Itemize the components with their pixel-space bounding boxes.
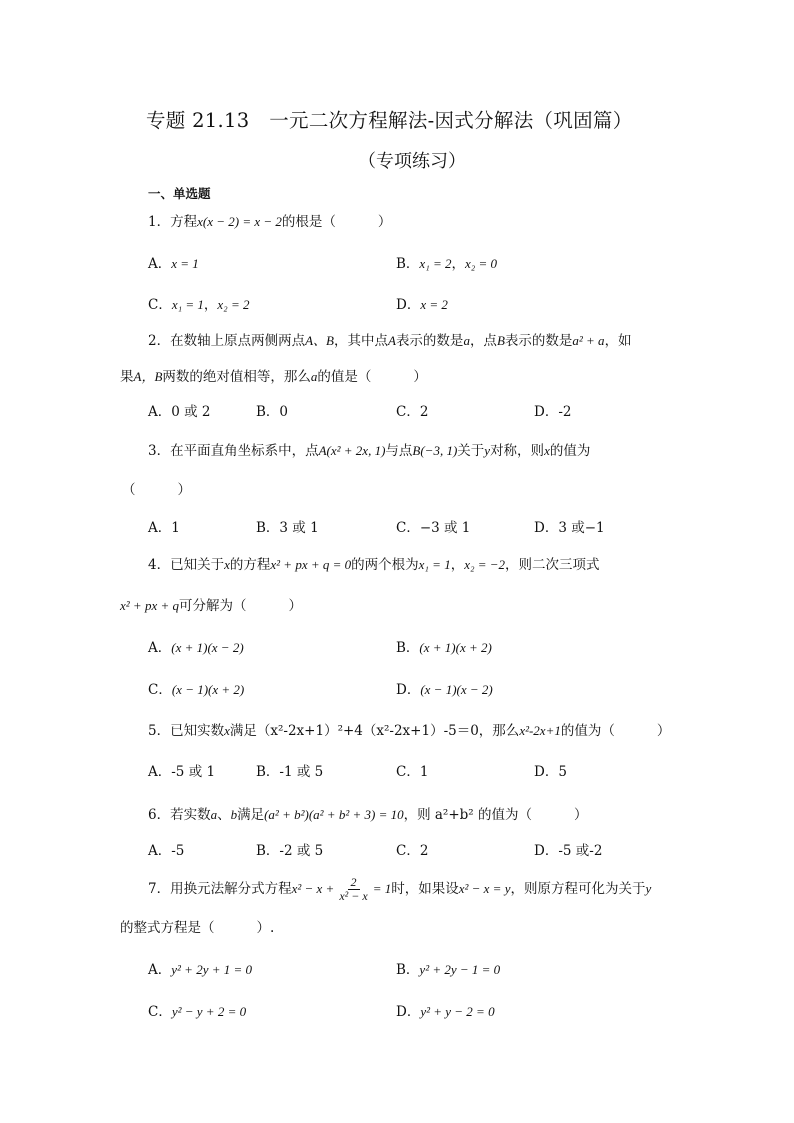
question-3-line-2 [122, 484, 191, 498]
question-7-line-2 [120, 922, 274, 936]
q7-substitution: x² − x = y [458, 881, 511, 897]
option-expression: x = 2 [420, 297, 448, 312]
q1-close: ） [377, 214, 392, 230]
q3-text: 对称，则 [490, 443, 545, 459]
q3-var-x: x [544, 443, 550, 458]
q2-text: 2．在数轴上原点两侧两点 [148, 333, 306, 349]
q4-text: 4．已知关于 [148, 557, 225, 573]
option-expression: x₁ = 1 [171, 297, 204, 312]
q5-option-c[interactable]: C．1 [396, 764, 429, 780]
option-label: C． [148, 1004, 172, 1020]
option-expression: y² + 2y − 1 = 0 [419, 962, 501, 977]
q2-text: ，其中点 [333, 333, 388, 349]
q2-text: 表示的数是 [395, 333, 464, 349]
q6-option-b[interactable]: B．-2 或 5 [256, 843, 324, 859]
q7-equation-right: = 1 [372, 881, 392, 897]
question-6 [148, 808, 588, 823]
q5-close: ） [656, 723, 671, 739]
q2-text: 果 [120, 369, 134, 385]
q4-var-x: x [224, 557, 230, 572]
q2-var-a: a [463, 333, 470, 348]
option-label: A． [148, 256, 172, 272]
option-expression: y² + y − 2 = 0 [420, 1004, 495, 1019]
question-7-line-1 [148, 876, 651, 903]
q4-text: 可分解为（ [178, 598, 247, 614]
option-label: D． [396, 297, 421, 313]
q3-text: （ [122, 482, 136, 498]
q6-var-a: a [210, 807, 218, 822]
question-4-line-2 [120, 599, 302, 614]
q5-option-d[interactable]: D．5 [534, 764, 567, 780]
question-4-line-1: 4．已知关于x的方程x² + px + q = 0的两个根为x₁ = 1，x₂ = −2，则二次三项式 [148, 557, 600, 573]
q3-var-y: y [484, 443, 491, 458]
option-expression: (x − 1)(x − 2) [420, 682, 493, 697]
q2-option-d[interactable]: D．-2 [534, 404, 572, 420]
q2-option-a[interactable]: A．0 或 2 [148, 404, 211, 420]
q7-text: ，则原方程可化为关于 [510, 881, 646, 898]
option-label: D． [396, 1004, 421, 1020]
option-expression: x₁ = 2 [419, 256, 452, 271]
option-label: A． [148, 640, 172, 656]
q4-text: 的两个根为 [351, 557, 419, 573]
q7-text: 时，如果设 [391, 881, 459, 898]
q6-option-c[interactable]: C．2 [396, 843, 429, 859]
q2-text: ，点 [469, 333, 497, 349]
q4-close: ） [288, 598, 302, 614]
q7-fraction-numerator: 2 [348, 876, 360, 890]
question-2-line-1 [148, 334, 632, 349]
option-expression: y² − y + 2 = 0 [171, 1004, 247, 1019]
option-label: B． [396, 256, 420, 272]
q5-expression: x²-2x+1 [519, 723, 561, 738]
q7-option-a[interactable] [148, 963, 252, 978]
q5-text: 满足（x²-2x+1）²+4（x²-2x+1）-5＝0，那么 [229, 723, 520, 739]
q7-fraction-denominator: x² − x [339, 889, 368, 904]
section-heading: 一、单选题 [148, 186, 211, 201]
q7-option-b[interactable] [396, 963, 500, 978]
q7-var-y: y [645, 881, 652, 897]
q2-text: ，如 [604, 333, 632, 349]
q3-text: 与点 [385, 443, 413, 459]
q3-option-a[interactable]: A．1 [148, 520, 180, 536]
q1-option-b[interactable]: B．x₁ = 2，x₂ = 0 [396, 256, 498, 272]
q5-option-a[interactable]: A．-5 或 1 [148, 764, 216, 780]
option-label: C． [148, 297, 172, 313]
q2-close: ） [413, 369, 427, 385]
q1-expression: x(x − 2) = x − 2 [197, 214, 282, 229]
q2-point-a: A [387, 333, 396, 348]
option-label: D． [396, 682, 421, 698]
q3-option-c[interactable]: C．−3 或 1 [396, 520, 471, 536]
option-expression: x₂ = 2 [217, 297, 250, 312]
q1-option-a[interactable] [148, 257, 199, 272]
option-label: C． [148, 682, 172, 698]
q3-text: 的值为 [549, 443, 591, 459]
q2-points: A，B [133, 369, 163, 384]
q4-option-a[interactable] [148, 641, 244, 656]
q2-option-c[interactable]: C．2 [396, 404, 429, 420]
q6-text: 满足 [237, 807, 265, 823]
q2-var-a: a [310, 369, 318, 384]
q7-fraction [336, 876, 370, 903]
option-expression: (x − 1)(x + 2) [171, 682, 245, 697]
q3-close: ） [177, 482, 191, 498]
q6-equation: (a² + b²)(a² + b² + 3) = 10 [264, 807, 404, 822]
q7-equation-left: x² − x + [291, 881, 335, 897]
q6-option-d[interactable]: D．-5 或-2 [534, 843, 603, 859]
q6-var-b: b [230, 807, 238, 822]
q1-prefix: 1．方程 [148, 214, 198, 230]
q3-point-a: A(x² + 2x, 1) [318, 443, 386, 458]
q2-text: 的值是（ [317, 369, 372, 385]
q3-option-b[interactable]: B．3 或 1 [256, 520, 319, 536]
q7-option-d[interactable] [396, 1005, 495, 1020]
q2-expression: a² + a [572, 333, 605, 348]
q6-text: 、 [217, 807, 231, 823]
question-1 [148, 215, 391, 230]
page-subtitle: （专项练习） [358, 151, 466, 172]
q4-text: ，则二次三项式 [505, 557, 600, 573]
q2-text: 两数的绝对值相等，那么 [162, 369, 311, 385]
q7-text: 7．用换元法解分式方程 [148, 881, 292, 898]
question-3-line-1 [148, 444, 590, 459]
q4-option-c[interactable] [148, 683, 244, 698]
page-title: 专题 21.13 一元二次方程解法-因式分解法（巩固篇） [146, 109, 633, 132]
q4-root-2: x₂ = −2 [464, 557, 506, 572]
q4-option-b[interactable] [396, 641, 492, 656]
q4-equation: x² + px + q = 0 [270, 557, 352, 572]
q4-text: 的方程 [229, 557, 271, 573]
q1-option-c[interactable]: C．x₁ = 1，x₂ = 2 [148, 297, 250, 313]
option-label: B． [396, 962, 420, 978]
option-label: A． [148, 962, 172, 978]
q6-option-a[interactable]: A．-5 [148, 843, 185, 859]
q1-option-d[interactable] [396, 298, 448, 313]
question-2-line-2 [120, 370, 427, 385]
option-expression: (x + 1)(x + 2) [419, 640, 492, 655]
q3-point-b: B(−3, 1) [412, 443, 458, 458]
q2-option-b[interactable]: B．0 [256, 404, 289, 420]
q7-option-c[interactable] [148, 1005, 246, 1020]
q5-var-x: x [224, 723, 230, 738]
q7-close: ）. [256, 920, 275, 936]
option-expression: x = 1 [171, 256, 199, 271]
q4-expression: x² + px + q [120, 598, 179, 613]
q2-point-b: B [496, 333, 505, 348]
q7-text: 的整式方程是（ [120, 920, 215, 936]
option-expression: (x + 1)(x − 2) [171, 640, 244, 655]
q5-text: 的值为（ [560, 723, 615, 739]
q6-text: 6．若实数 [148, 807, 211, 823]
q4-option-d[interactable] [396, 683, 493, 698]
q6-text: ，则 a²+b² 的值为（ [403, 807, 533, 823]
option-expression: x₂ = 0 [464, 256, 498, 271]
q5-option-b[interactable]: B．-1 或 5 [256, 764, 324, 780]
q3-option-d[interactable]: D．3 或−1 [534, 520, 605, 536]
option-expression: y² + 2y + 1 = 0 [171, 962, 253, 977]
q3-text: 关于 [457, 443, 485, 459]
q1-suffix: 的根是（ [281, 214, 336, 230]
q6-close: ） [574, 807, 588, 823]
q4-root-1: x₁ = 1 [418, 557, 451, 572]
q3-text: 3．在平面直角坐标系中，点 [148, 443, 319, 459]
question-5 [148, 724, 670, 739]
q2-points: A、B [305, 333, 334, 348]
option-label: B． [396, 640, 420, 656]
q5-text: 5．已知实数 [148, 723, 225, 739]
q2-text: 表示的数是 [504, 333, 573, 349]
